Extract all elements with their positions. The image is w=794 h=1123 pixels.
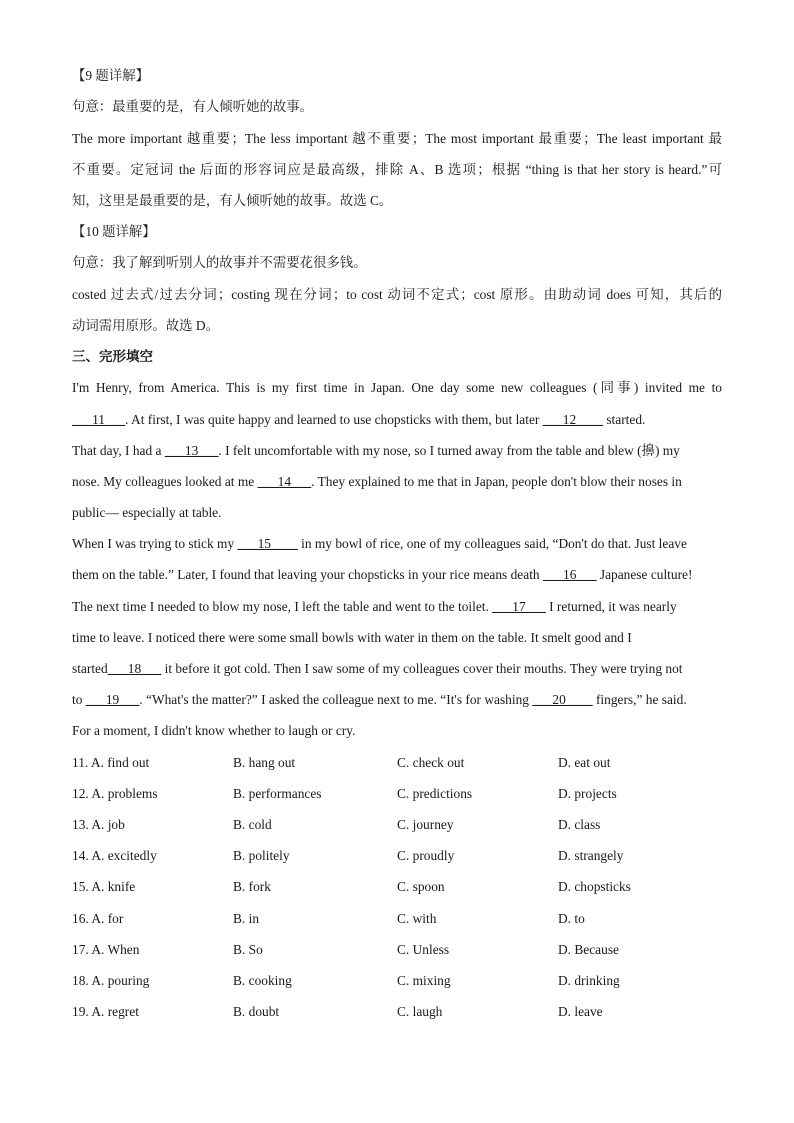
option-a: 19. A. regret: [72, 1004, 139, 1019]
option-a: 17. A. When: [72, 942, 140, 957]
passage-line-2: ___11___. At first, I was quite happy and learned to use chopsticks with them, but later ___12____ started.: [72, 412, 646, 427]
option-b: B. So: [233, 942, 263, 957]
section-title: 三、完形填空: [72, 349, 153, 365]
option-d: D. drinking: [558, 973, 620, 988]
option-c: C. predictions: [397, 786, 473, 801]
blank-13: ___13___: [164, 443, 219, 458]
passage-line-4: nose. My colleagues looked at me ___14___. They explained to me that in Japan, people don't blow their noses in: [72, 474, 682, 489]
blank-15: ___15____: [237, 536, 298, 551]
option-a: 18. A. pouring: [72, 973, 150, 988]
passage-line-3: That day, I had a ___13___. I felt uncomfortable with my nose, so I turned away from the table and blew (擤) my: [72, 443, 680, 458]
blank-14: ___14___: [257, 474, 312, 489]
option-d: D. chopsticks: [558, 879, 631, 894]
q10-explanation-line-2: 动词需用原形。故选 D。: [72, 318, 219, 333]
option-c: C. journey: [397, 817, 454, 832]
q9-meaning: 句意：最重要的是，有人倾听她的故事。: [72, 99, 314, 114]
option-row: [72, 908, 722, 930]
passage-line-11: to ___19___. “What's the matter?” I asked the colleague next to me. “It's for washing ___20____ fingers,” he said.: [72, 692, 687, 707]
option-c: C. proudly: [397, 848, 455, 863]
blank-12: ___12____: [542, 412, 603, 427]
option-row: [72, 783, 722, 805]
passage-line-8: The next time I needed to blow my nose, I left the table and went to the toilet. ___17___ I returned, it was nearly: [72, 599, 677, 614]
option-c: C. with: [397, 911, 437, 926]
passage-line-9: time to leave. I noticed there were some small bowls with water in them on the table. It smelt good and I: [72, 630, 632, 645]
option-c: C. Unless: [397, 942, 450, 957]
option-b: B. politely: [233, 848, 290, 863]
option-a: 11. A. find out: [72, 755, 150, 770]
q10-heading: 【10 题详解】: [72, 224, 156, 239]
blank-19: ___19___: [85, 692, 140, 707]
q10-explanation-line-1: costed 过去式/过去分词；costing 现在分词；to cost 动词不定式；cost 原形。由助动词 does 可知，其后的: [72, 287, 722, 302]
option-row: [72, 939, 722, 961]
option-b: B. cold: [233, 817, 272, 832]
option-row: [72, 1001, 722, 1023]
option-b: B. cooking: [233, 973, 292, 988]
passage-line-10: started___18___ it before it got cold. Then I saw some of my colleagues cover their mouths. They were trying not: [72, 661, 683, 676]
option-a: 15. A. knife: [72, 879, 136, 894]
option-row: [72, 876, 722, 898]
passage-line-1: I'm Henry, from America. This is my first time in Japan. One day some new colleagues (同事) invited me to: [72, 380, 722, 395]
option-row: [72, 814, 722, 836]
option-c: C. laugh: [397, 1004, 443, 1019]
option-b: B. doubt: [233, 1004, 280, 1019]
option-d: D. class: [558, 817, 601, 832]
option-row: [72, 752, 722, 774]
blank-17: ___17___: [492, 599, 546, 614]
blank-11: ___11___: [72, 412, 126, 427]
option-c: C. mixing: [397, 973, 451, 988]
option-b: B. performances: [233, 786, 322, 801]
q9-explanation-line-1: The more important 越重要；The less important 越不重要；The most important 最重要；The least important 最: [72, 131, 722, 146]
option-d: D. eat out: [558, 755, 611, 770]
option-c: C. spoon: [397, 879, 445, 894]
blank-18: ___18___: [107, 661, 162, 676]
q9-explanation-line-2: 不重要。定冠词 the 后面的形容词应是最高级，排除 A、B 选项；根据 “thing is that her story is heard.”可: [72, 162, 722, 177]
option-d: D. strangely: [558, 848, 624, 863]
option-d: D. to: [558, 911, 585, 926]
blank-20: ___20____: [532, 692, 593, 707]
option-d: D. Because: [558, 942, 619, 957]
option-row: [72, 970, 722, 992]
option-a: 13. A. job: [72, 817, 125, 832]
q9-explanation-line-3: 知，这里是最重要的是，有人倾听她的故事。故选 C。: [72, 193, 393, 208]
option-b: B. hang out: [233, 755, 296, 770]
option-d: D. projects: [558, 786, 617, 801]
q10-meaning: 句意：我了解到听别人的故事并不需要花很多钱。: [72, 255, 367, 270]
passage-line-6: When I was trying to stick my ___15____ in my bowl of rice, one of my colleagues said, “Don't do that. Just leave: [72, 536, 687, 551]
passage-line-12: For a moment, I didn't know whether to laugh or cry.: [72, 723, 356, 738]
option-a: 16. A. for: [72, 911, 124, 926]
passage-line-7: them on the table.” Later, I found that leaving your chopsticks in your rice means death ___16___ Japanese culture!: [72, 567, 693, 582]
passage-line-5: public— especially at table.: [72, 505, 222, 520]
q9-heading: 【9 题详解】: [72, 68, 149, 83]
option-b: B. fork: [233, 879, 271, 894]
option-a: 14. A. excitedly: [72, 848, 157, 863]
option-c: C. check out: [397, 755, 465, 770]
option-a: 12. A. problems: [72, 786, 158, 801]
option-row: [72, 845, 722, 867]
option-b: B. in: [233, 911, 260, 926]
option-d: D. leave: [558, 1004, 603, 1019]
blank-16: ___16___: [542, 567, 597, 582]
